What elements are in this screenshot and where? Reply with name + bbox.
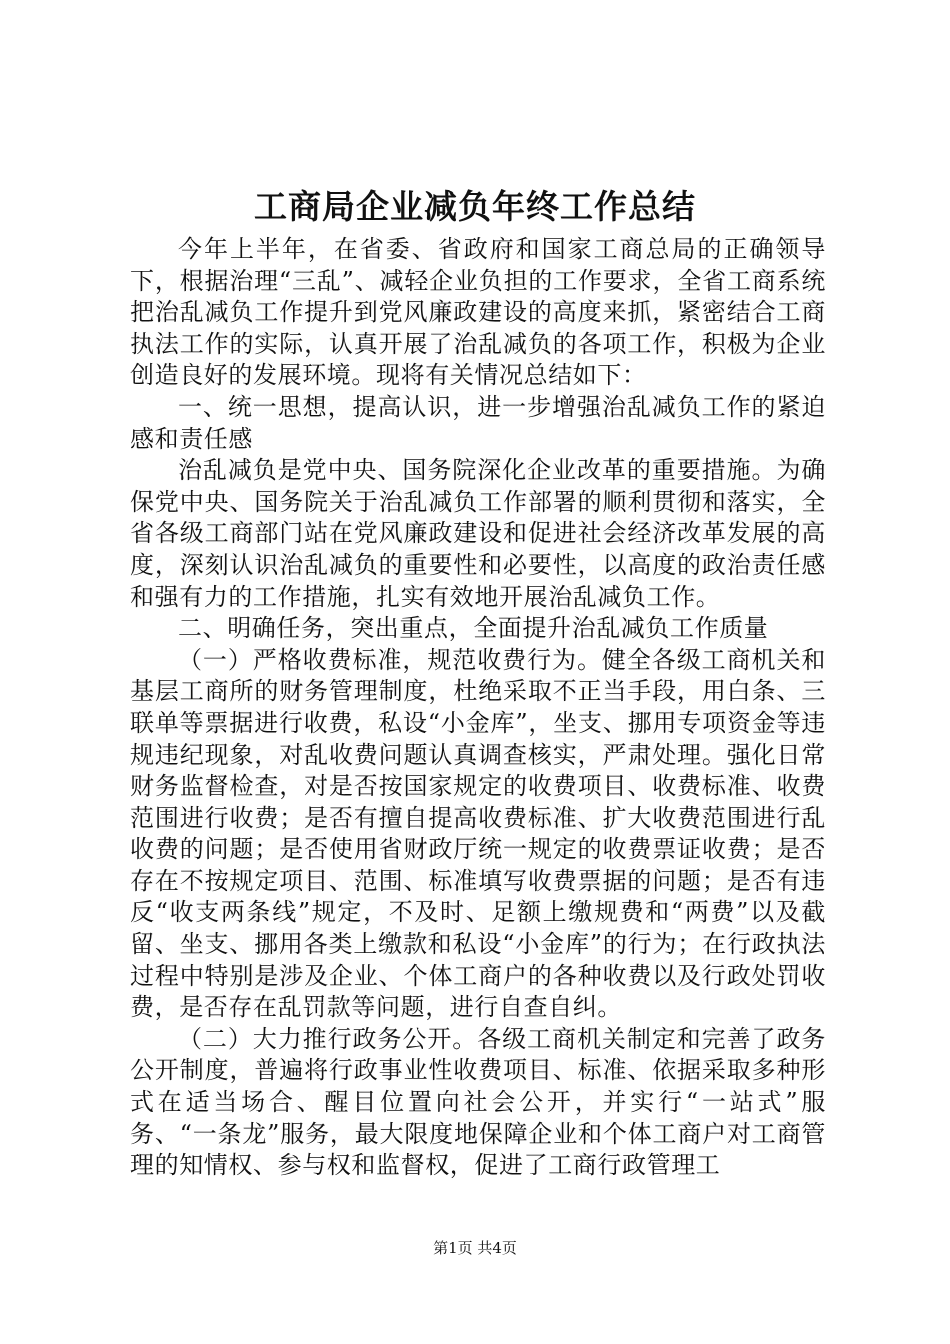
page-footer: 第1页 共4页 [433, 1239, 517, 1257]
paragraph-item-2: （二）大力推行政务公开。各级工商机关制定和完善了政务公开制度，普遍将行政事业性收费项目、标准、依据采取多种形式在适当场合、醒目位置向社会公开，并实行“一站式”服务、“一条龙”服务，最大限度地保障企业和个体工商户对工商管理的知情权、参与权和监督权，促进了工商行政管理工 [130, 1024, 826, 1180]
paragraph-section-1: 治乱减负是党中央、国务院深化企业改革的重要措施。为确保党中央、国务院关于治乱减负工作部署的顺利贯彻和落实，全省各级工商部门站在党风廉政建设和促进社会经济改革发展的高度，深刻认识治乱减负的重要性和必要性，以高度的政治责任感和强有力的工作措施，扎实有效地开展治乱减负工作。 [130, 456, 826, 611]
document-body [130, 234, 826, 1182]
section-heading-1: 一、统一思想，提高认识，进一步增强治乱减负工作的紧迫感和责任感 [130, 392, 826, 453]
document-title: 工商局企业减负年终工作总结 [254, 187, 696, 226]
paragraph-item-1: （一）严格收费标准，规范收费行为。健全各级工商机关和基层工商所的财务管理制度，杜绝采取不正当手段，用白条、三联单等票据进行收费，私设“小金库”，坐支、挪用专项资金等违规违纪现象，对乱收费问题认真调查核实，严肃处理。强化日常财务监督检查，对是否按国家规定的收费项目、收费标准、收费范围进行收费；是否有擅自提高收费标准、扩大收费范围进行乱收费的问题；是否使用省财政厅统一规定的收费票证收费；是否存在不按规定项目、范围、标准填写收费票据的问题；是否有违反“收支两条线”规定，不及时、足额上缴规费和“两费”以及截留、坐支、挪用各类上缴款和私设“小金库”的行为；在行政执法过程中特别是涉及企业、个体工商户的各种收费以及行政处罚收费，是否存在乱罚款等问题，进行自查自纠。 [130, 645, 826, 1022]
paragraph-intro: 今年上半年，在省委、省政府和国家工商总局的正确领导下，根据治理“三乱”、减轻企业负担的工作要求，全省工商系统把治乱减负工作提升到党风廉政建设的高度来抓，紧密结合工商执法工作的实际，认真开展了治乱减负的各项工作，积极为企业创造良好的发展环境。现将有关情况总结如下： [130, 235, 826, 390]
section-heading-2: 二、明确任务，突出重点，全面提升治乱减负工作质量 [178, 614, 769, 643]
